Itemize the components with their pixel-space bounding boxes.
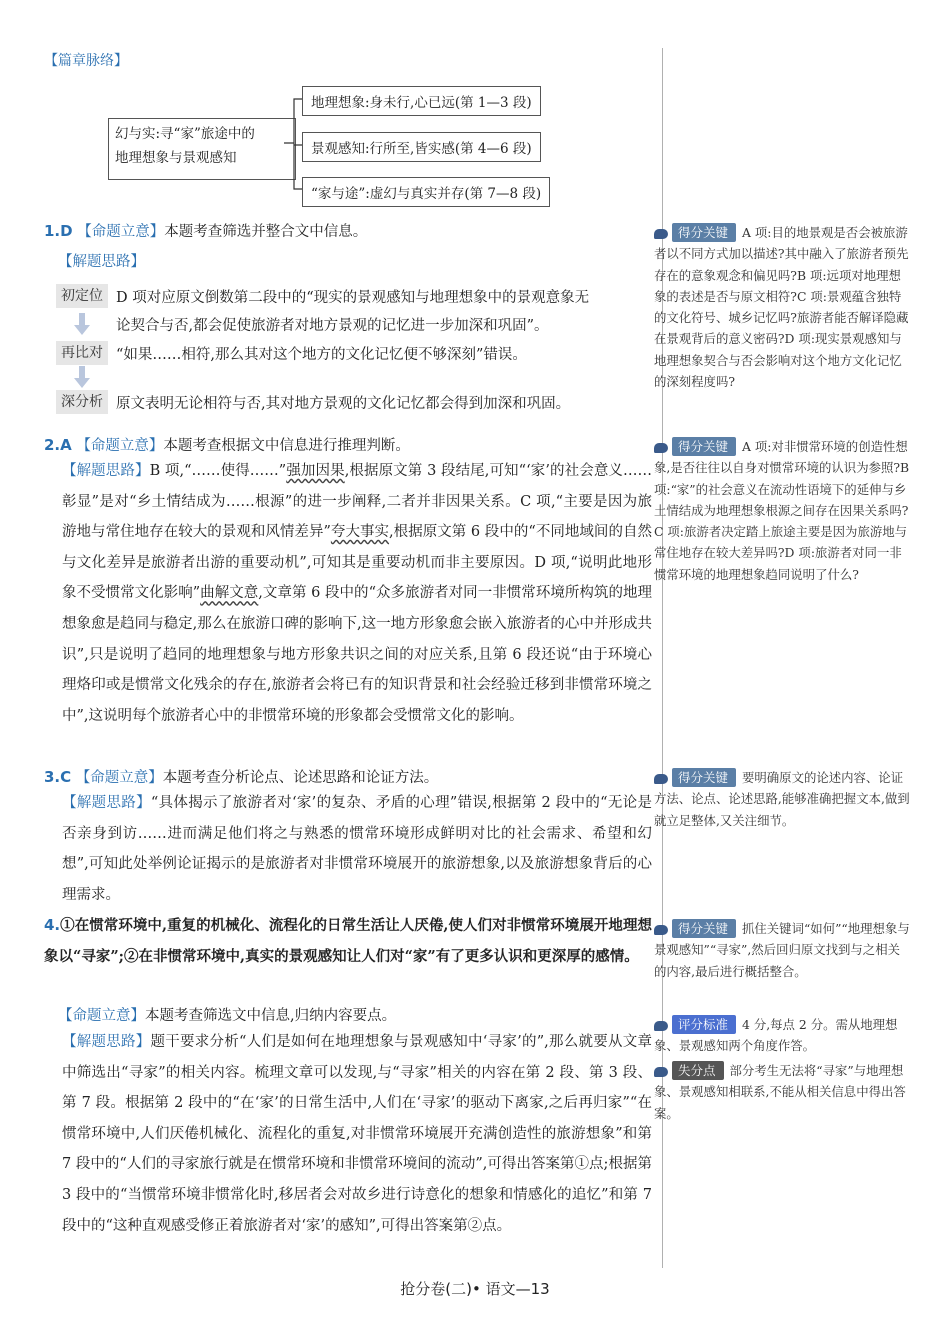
- q2-analysis: [62, 456, 652, 731]
- q4-number: 4.: [44, 916, 61, 934]
- note-bullet-icon: [654, 1067, 668, 1077]
- q2-mark-2: 夸大事实: [330, 524, 390, 541]
- q1-intent-tag: 【命题立意】: [77, 224, 165, 240]
- q3-thinking-tag: 【解题思路】: [62, 795, 151, 811]
- q2-thinking-tag: 【解题思路】: [62, 463, 150, 479]
- q3-header: [44, 766, 438, 787]
- outline-branch-2: 景观感知:行所至,皆实感(第 4—6 段): [302, 132, 541, 162]
- q2-text-2: ,根据原文第 3 段结尾,可知“‘家’的社会意义……彰显”是对“乡土情结成为……根源”的进一步阐释,二者并非因果关系。C 项,“主要是因为旅游地与常住地存在较大的景观和风情差异”: [62, 463, 653, 541]
- note-bullet-icon: [654, 774, 668, 784]
- step-text-2: “如果……相符,那么其对这个地方的文化记忆便不够深刻”错误。: [116, 347, 527, 363]
- q4-intent-tag: 【命题立意】: [58, 1008, 145, 1024]
- sidebar-note-1: [654, 222, 912, 392]
- q2-mark-3: 曲解文意: [200, 585, 259, 602]
- q4-analysis: [62, 1027, 652, 1241]
- outline-root: [108, 118, 296, 180]
- page-footer: 抢分卷(二)• 语文—13: [400, 1280, 550, 1298]
- q1-intent: 本题考查筛选并整合文中信息。: [164, 224, 368, 240]
- q4-intent: 本题考查筛选文中信息,归纳内容要点。: [145, 1008, 397, 1024]
- note-3-label: 得分关键: [672, 768, 736, 787]
- q4-intent-line: [58, 1004, 396, 1025]
- note-bullet-icon: [654, 925, 668, 935]
- q2-text-3: ,根据原文第 6 段中的“不同地域间的自然与文化差异是旅游者出游的重要动机”,可知其是重要动机而非主要原因。D 项,“说明此地形象不受惯常文化影响”: [62, 524, 652, 602]
- outline-branch-3: “家与途”:虚幻与真实并存(第 7—8 段): [302, 177, 550, 207]
- q1-header: [44, 220, 367, 241]
- q2-number: 2.A: [44, 436, 72, 454]
- note-6-text: 部分考生无法将“寻家”与地理想象、景观感知相联系,不能从相关信息中得出答案。: [654, 1063, 906, 1121]
- note-5-label: 评分标准: [672, 1015, 736, 1034]
- note-4-text: 抓住关键词“如何”“地理想象与景观感知”“寻家”,然后回归原文找到与之相关的内容,最后进行概括整合。: [654, 921, 910, 979]
- outline-root-line1: 幻与实:寻“家”旅途中的: [115, 126, 255, 142]
- step-text-1: [116, 284, 656, 340]
- q4-thinking-tag: 【解题思路】: [62, 1034, 151, 1050]
- q2-intent-tag: 【命题立意】: [76, 438, 164, 454]
- outline-branch-1: 地理想象:身未行,心已远(第 1—3 段): [302, 86, 541, 116]
- q1-thinking-tag: 【解题思路】: [58, 254, 145, 270]
- q2-text-1: B 项,“……使得……”: [149, 463, 287, 479]
- step-label-1: 初定位: [56, 284, 108, 308]
- section-header: 【篇章脉络】: [44, 53, 128, 69]
- q1-number: 1.D: [44, 222, 73, 240]
- note-bullet-icon: [654, 443, 668, 453]
- q3-intent: 本题考查分析论点、论述思路和论证方法。: [162, 770, 439, 786]
- note-1-text: A 项:目的地景观是否会被旅游者以不同方式加以描述?其中融入了旅游者预先存在的意象观念和偏见吗?B 项:远项对地理想象的表述是否与原文相符?C 项:景观蕴含独特的文化符号、城乡记忆吗?旅游者能否解译隐藏在景观背后的意义密码?D 项:现实景观感知与地理想象契合与否会影响对这个地方文化记忆的深刻程度吗?: [654, 225, 909, 390]
- q3-intent-tag: 【命题立意】: [75, 770, 163, 786]
- step-label-3: 深分析: [56, 390, 108, 414]
- q2-mark-1: 强加因果: [286, 463, 345, 479]
- q3-text: “具体揭示了旅游者对‘家’的复杂、矛盾的心理”错误,根据第 2 段中的“无论是否亲身到访……进而满足他们将之与熟悉的惯常环境形成鲜明对比的社会需求、希望和幻想”,可知此处举例论证揭示的是旅游者对非惯常环境展开的旅游想象,以及旅游想象背后的心理需求。: [62, 795, 653, 903]
- step-1-line2: 论契合与否,都会促使旅游者对地方景观的记忆进一步加深和巩固”。: [116, 318, 549, 334]
- q2-intent: 本题考查根据文中信息进行推理判断。: [163, 438, 410, 454]
- q4-answer: [44, 910, 652, 972]
- note-3-text: 要明确原文的论述内容、论证方法、论点、论述思路,能够准确把握文本,做到就立足整体,又关注细节。: [654, 770, 910, 828]
- q3-analysis: [62, 788, 652, 910]
- q4-text: 题干要求分析“人们是如何在地理想象与景观感知中‘寻家’的”,那么就要从文章中筛选出“寻家”的相关内容。梳理文章可以发现,与“寻家”相关的内容在第 2 段、第 3 段、第 7 段。根据第 2 段中的“在‘家’的日常生活中,人们在‘寻家’的驱动下离家,之后再归家”“在惯常环境中,人们厌倦机械化、流程化的重复,对非惯常环境展开充满创造性的旅游想象”和第 7 段中的“人们的寻家旅行就是在惯常环境和非惯常环境间的流动”,可得出答案第①点;根据第 3 段中的“当惯常环境非惯常化时,移居者会对故乡进行诗意化的想象和情感化的追忆”和第 7 段中的“这种直观感受修正着旅游者对‘家’的感知”,可得出答案第②点。: [62, 1034, 652, 1234]
- sidebar-note-3: [654, 767, 912, 831]
- q2-header: [44, 434, 410, 455]
- step-arrow-1: [74, 313, 90, 335]
- q3-number: 3.C: [44, 768, 72, 786]
- sidebar-note-6: [654, 1060, 912, 1124]
- step-arrow-2: [74, 366, 90, 388]
- note-5-text: 4 分,每点 2 分。需从地理想象、景观感知两个角度作答。: [654, 1017, 898, 1054]
- q4-answer-text: ①在惯常环境中,重复的机械化、流程化的日常生活让人厌倦,使人们对非惯常环境展开地理想象以“寻家”;②在非惯常环境中,真实的景观感知让人们对“家”有了更多认识和更深厚的感情。: [44, 917, 652, 965]
- note-bullet-icon: [654, 229, 668, 239]
- sidebar-note-2: [654, 436, 912, 585]
- note-4-label: 得分关键: [672, 919, 736, 938]
- sidebar-note-4: [654, 918, 912, 982]
- note-2-label: 得分关键: [672, 437, 736, 456]
- note-bullet-icon: [654, 1021, 668, 1031]
- sidebar-note-5: [654, 1014, 912, 1057]
- note-2-text: A 项:对非惯常环境的创造性想象,是否往往以自身对惯常环境的认识为参照?B 项:“家”的社会意义在流动性语境下的延伸与乡土情结成为地理想象根源之间存在因果关系吗?C 项:旅游者决定踏上旅途主要是因为旅游地与常住地存在较大差异吗?D 项:旅游者对同一非惯常环境的地理想象趋同说明了什么?: [654, 439, 910, 582]
- q2-text-4: ,文章第 6 段中的“众多旅游者对同一非惯常环境所构筑的地理想象愈是趋同与稳定,那么在旅游口碑的影响下,这一地方形象愈会嵌入旅游者的心中并形成共识”,只是说明了趋同的地理想象与地方形象共识之间的对应关系,且第 6 段还说“由于环境心理烙印或是惯常文化残余的存在,旅游者会将已有的知识背景和社会经验迁移到非惯常环境之中”,这说明每个旅游者心中的非惯常环境的形象都会受惯常文化的影响。: [62, 585, 652, 724]
- step-text-3: 原文表明无论相符与否,其对地方景观的文化记忆都会得到加深和巩固。: [116, 396, 571, 412]
- outline-root-line2: 地理想象与景观感知: [115, 150, 237, 166]
- note-6-label: 失分点: [672, 1061, 724, 1080]
- step-1-line1: D 项对应原文倒数第二段中的“现实的景观感知与地理想象中的景观意象无: [116, 290, 590, 306]
- note-1-label: 得分关键: [672, 223, 736, 242]
- step-label-2: 再比对: [56, 341, 108, 365]
